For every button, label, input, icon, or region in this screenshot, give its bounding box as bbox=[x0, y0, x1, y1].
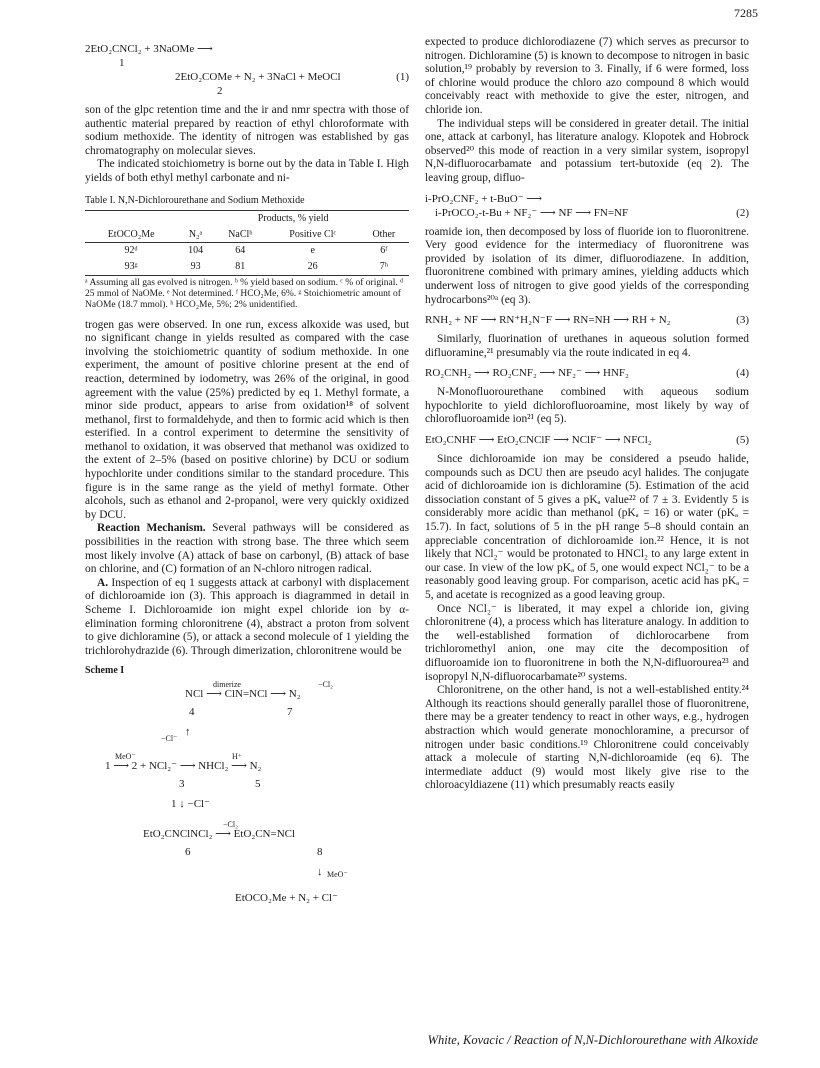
equation-2 bbox=[425, 192, 749, 220]
table-group-header: Products, % yield bbox=[177, 211, 409, 227]
table-cell: 7ʰ bbox=[359, 259, 409, 275]
left-column bbox=[85, 36, 409, 918]
table-cell: e bbox=[310, 245, 315, 257]
scheme-label: MeO⁻ bbox=[327, 869, 348, 879]
scheme-row-2: 1 ⟶ 2 + NCl₂⁻ ⟶ NHCl₂ ⟶ N₂ bbox=[105, 759, 262, 772]
table-header: EtOCO₂Me bbox=[85, 227, 177, 243]
scheme-label: −Cl₂ bbox=[318, 679, 333, 689]
table-row bbox=[85, 243, 409, 259]
eq3-number: (3) bbox=[736, 314, 749, 327]
equation-5 bbox=[425, 433, 749, 447]
right-paragraph-3: roamide ion, then decomposed by loss of fluoride ion to fluoronitrene. Very good evidence for the intermediacy of fluoronitrene was provided by isolation of its dimer, difluorodiazene. In addition, fluoronitrene combined with primary amines, yielding adducts which underwent loss of nitrogen to give good yields of the corresponding hydrocarbons²⁰ᵃ (eq 3). bbox=[425, 225, 749, 306]
table-cell: 104 bbox=[188, 245, 204, 257]
section-heading: Reaction Mechanism. bbox=[97, 522, 206, 535]
scheme-label: H⁺ bbox=[232, 751, 242, 761]
scheme-label: dimerize bbox=[213, 679, 241, 689]
right-paragraph-5: N-Monofluorourethane combined with aqueous sodium hypochlorite to yield dichlorofluoroamine, most likely by way of chlorofluoroamide ion²¹ (eq 5). bbox=[425, 386, 749, 426]
table-1 bbox=[85, 210, 409, 275]
eq2-number: (2) bbox=[736, 206, 749, 219]
scheme-label: −Cl⁻ bbox=[161, 733, 178, 743]
scheme-label: MeO⁻ bbox=[115, 751, 136, 761]
compound-number: 7 bbox=[287, 705, 293, 718]
table-cell: 64 bbox=[235, 245, 246, 257]
left-paragraph-3: trogen gas were observed. In one run, excess alkoxide was used, but no significant change in yields resulted as compared with the case involving the stoichiometric quantity of sodium methoxide. In one experiment, the amount of positive chlorine present at the end of reaction, determined by iodometry, was 26% of the original, in good agreement with the value (25%) predicted by eq 1. Methyl formate, a minor side product, appears to arise from oxidation¹⁸ of solvent methanol, first to formaldehyde, and then to formic acid which is then esterified. In a control experiment to determine the sensitivity of methanol to oxidation, it was observed that methanol was oxidized to the extent of 2–5% (based on positive chlorine) by DCU or sodium hypochlorite under conditions similar to the standard procedure. This figure is in the same range as the yield of methyl formate. Other alcohols, such as ethanol and 2-propanol, were very quickly oxidized by DCU. bbox=[85, 318, 409, 521]
page-number: 7285 bbox=[734, 6, 758, 20]
eq1-label2: 2 bbox=[217, 85, 223, 97]
scheme-title: Scheme I bbox=[85, 665, 125, 677]
eq1-line1: 2EtO₂CNCl₂ + 3NaOMe ⟶ bbox=[85, 43, 213, 55]
compound-number: 5 bbox=[255, 777, 261, 790]
page-footer: White, Kovacic / Reaction of N,N-Dichlorourethane with Alkoxide bbox=[427, 1033, 758, 1047]
eq1-number: (1) bbox=[396, 71, 409, 83]
compound-number: 6 bbox=[185, 845, 191, 858]
table-cell: 26 bbox=[267, 259, 359, 275]
table-footnotes: ᵃ Assuming all gas evolved is nitrogen. ᵇ % yield based on sodium. ᶜ % of original. ᵈ 25 mmol of NaOMe. ᵉ Not determined. ᶠ HCO₂Me, 6%. ᵍ Stoichiometric amount of NaOMe (18.7 mmol). ʰ HCO₂Me, 5%; 2% unidentified. bbox=[85, 277, 404, 310]
compound-number: 8 bbox=[317, 845, 323, 858]
right-paragraph-2: The individual steps will be considered in greater detail. The initial one, attack at carbonyl, has literature analogy. Klopotek and Hobrock observed²⁰ this mode of reaction in a very similar system, isopropyl N,N-difluorocarbamate and potassium tert-butoxide (eq 2). The leaving group, difluo- bbox=[425, 117, 749, 184]
eq1-line2: 2EtO₂COMe + N₂ + 3NaCl + MeOCl bbox=[175, 71, 341, 83]
equation-4 bbox=[425, 366, 749, 380]
right-paragraph-6: Since dichloroamide ion may be considered a pseudo halide, compounds such as DCU then are pseudo acyl halides. The conjugate acid of dichloroamide ion is dichloramine (5). Estimation of the acid dissociation constant of 5 gives a pKₐ value²² of 7 ± 3. Evidently 5 is considerably more acidic than methanol (pKₐ = 16) or water (pKₐ = 15.7). In fact, solutions of 5 in the pH range 5–8 should contain an appreciable concentration of dichloroamide ion.²² Hence, it is not likely that NCl₂⁻ would be protonated to HNCl₂ to any large extent in our case. In view of the low pKₐ of 5, one would expect NCl₂⁻ to be a reasonably good leaving group. For comparison, acetic acid has pKₐ = 5, and acetate is recognized as a good leaving group. bbox=[425, 453, 749, 601]
table-header: N₂ᵃ bbox=[177, 227, 214, 243]
eq2-line2: i-PrOCO₂-t-Bu + NF₂⁻ ⟶ NF ⟶ FN=NF bbox=[435, 206, 629, 219]
table-cell: 92ᵈ bbox=[124, 245, 138, 257]
section-heading: A. bbox=[97, 576, 109, 589]
left-paragraph-4: Reaction Mechanism. Several pathways will be considered as possibilities in the reaction with strong base. The three which seem most likely involve (A) attack of base on carbonyl, (B) attack of base on chlorine, and (C) formation of an N-chloro nitrogen radical. bbox=[85, 522, 410, 576]
right-paragraph-4: Similarly, fluorination of urethanes in aqueous solution formed difluoramine,²¹ presumably via the route indicated in eq 4. bbox=[425, 333, 749, 359]
table-cell: 81 bbox=[214, 259, 267, 275]
scheme-row-3: EtO₂CNClNCl₂ ⟶ EtO₂CN=NCl bbox=[143, 827, 296, 840]
table-header: Other bbox=[359, 227, 409, 243]
eq3-body: RNH₂ + NF ⟶ RN⁺H₂N⁻F ⟶ RN=NH ⟶ RH + N₂ bbox=[425, 314, 671, 327]
equation-1 bbox=[85, 42, 409, 98]
scheme-label: −Cl₂ bbox=[223, 819, 238, 829]
table-cell: 93 bbox=[177, 259, 214, 275]
right-paragraph-7: Once NCl₂⁻ is liberated, it may expel a chloride ion, giving chloronitrene (4), a process which has literature analogy. In addition to the well-established formation of dichlorocarbene from trichloromethyl anion, one may cite the decomposition of difluoroamide ion to fluoronitrene in both the N,N-difluorourea²³ and isopropyl N,N-difluorocarbamate²⁰ systems. bbox=[425, 602, 749, 683]
table-cell: 6ᶠ bbox=[380, 245, 388, 257]
table-header: Positive Clᶜ bbox=[267, 227, 359, 243]
scheme-down-arrow: 1 ↓ −Cl⁻ bbox=[171, 797, 210, 810]
compound-number: 3 bbox=[179, 777, 185, 790]
table-title: Table I. N,N-Dichlorourethane and Sodium Methoxide bbox=[85, 194, 305, 206]
eq4-number: (4) bbox=[736, 367, 749, 380]
compound-number: 4 bbox=[189, 705, 195, 718]
scheme-1: dimerize −Cl₂ NCl ⟶ ClN=NCl ⟶ N₂ 4 7 −Cl⁻ ↑ MeO⁻ H⁺ 1 ⟶ 2 + NCl₂⁻ ⟶ NHCl₂ ⟶ N₂ 3 5 1 ↓ −Cl⁻ −Cl₂ EtO₂CNClNCl₂ ⟶ EtO₂CN=NCl 6 8 ↓ MeO⁻ EtOCO₂Me + N₂ + Cl⁻ bbox=[105, 679, 348, 904]
eq4-body: RO₂CNH₂ ⟶ RO₂CNF₂ ⟶ NF₂⁻ ⟶ HNF₂ bbox=[425, 367, 629, 380]
table-row bbox=[85, 259, 409, 275]
eq1-label1: 1 bbox=[119, 57, 125, 69]
right-paragraph-1: expected to produce dichlorodiazene (7) which serves as precursor to nitrogen. Dichloramine (5) is known to decompose to nitrogen in basic solution,¹⁹ probably by reversion to 3. Finally, if 6 were formed, loss of chlorine would produce the chloro azo compound 8 which would conceivably react with methoxide to give the ester, nitrogen, and chloride ion. bbox=[425, 36, 749, 116]
equation-3 bbox=[425, 313, 749, 327]
table-cell: 93ᵍ bbox=[85, 259, 177, 275]
eq5-body: EtO₂CNHF ⟶ EtO₂CNClF ⟶ NClF⁻ ⟶ NFCl₂ bbox=[425, 434, 652, 447]
scheme-row-4: EtOCO₂Me + N₂ + Cl⁻ bbox=[235, 891, 338, 904]
eq2-line1: i-PrO₂CNF₂ + t-BuO⁻ ⟶ bbox=[425, 192, 543, 205]
left-paragraph-1: son of the glpc retention time and the ir and nmr spectra with those of authentic material prepared by reaction of ethyl chloroformate with sodium methoxide. The identity of nitrogen was established by gas chromatography on molecular sieves. bbox=[85, 104, 409, 157]
left-paragraph-5: A. Inspection of eq 1 suggests attack at carbonyl with displacement of dichloroamide ion (3). This approach is diagrammed in detail in Scheme I. Dichloroamide ion might expel chloride ion by α-elimination forming chloronitrene (4), abstract a proton from solvent to give dichloramine (5), or attack a second molecule of 1 yielding the trichlorohydrazide (6). Through dimerization, chloronitrene would be bbox=[85, 576, 409, 657]
scheme-row-1: NCl ⟶ ClN=NCl ⟶ N₂ bbox=[185, 687, 301, 700]
table-header: NaClᵇ bbox=[214, 227, 267, 243]
left-paragraph-2: The indicated stoichiometry is borne out by the data in Table I. High yields of both ethyl methyl carbonate and ni- bbox=[85, 158, 409, 184]
eq5-number: (5) bbox=[736, 434, 749, 447]
right-column bbox=[425, 36, 749, 793]
right-paragraph-8: Chloronitrene, on the other hand, is not a well-established entity.²⁴ Although its reactions should generally parallel those of fluoronitrene, there may be a greater tendency to react in other ways, e.g., hydrogen abstraction which would generate monochloramine, a precursor of nitrogen under basic conditions.¹⁹ Chloronitrene could conceivably attack a molecule of starting N,N-dichloroamide (eq 6). The intermediate adduct (9) would most likely give rise to the chloroacyldiazene (11) which presumably reacts easily bbox=[425, 684, 749, 792]
